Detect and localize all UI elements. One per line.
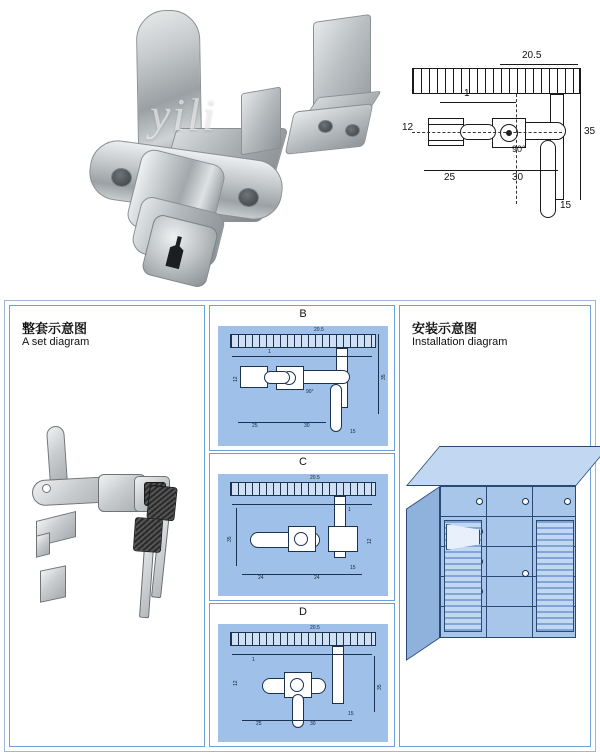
dim-1: 1 (464, 88, 470, 99)
set-title-en: A set diagram (22, 336, 90, 348)
set-l-bracket-large-foot (36, 532, 50, 557)
figure-d-background (218, 624, 388, 742)
c-dim-20-5: 20.5 (310, 475, 320, 481)
d-dim-35: 35 (377, 684, 383, 690)
c-dim-1: 1 (348, 507, 351, 513)
b-dim-25: 25 (252, 423, 258, 429)
top-product-photo-section (0, 0, 600, 296)
dim-35: 35 (584, 126, 596, 137)
cam-arm-vertical (540, 140, 556, 218)
dim-line-1 (440, 102, 516, 103)
c-dim-15: 15 (350, 565, 356, 571)
b-dim-12: 12 (233, 376, 239, 382)
b-dim-1: 1 (268, 349, 271, 355)
b-dim-line-top (232, 356, 372, 357)
figure-c-background (218, 474, 388, 596)
c-cylinder (294, 532, 308, 546)
flange-line-2 (428, 140, 464, 141)
cabinet-side-face (406, 486, 440, 661)
set-l-bracket-small (40, 565, 66, 603)
cabinet-divider-2 (532, 487, 533, 637)
set-cam-blade (46, 425, 68, 486)
key-head-2 (133, 517, 163, 553)
d-dim-line-right (374, 656, 375, 712)
b-cam-bar (298, 370, 350, 384)
b-dim-30: 30 (304, 423, 310, 429)
b-cam-arm (330, 384, 342, 432)
c-dim-24a: 24 (258, 575, 264, 581)
d-dim-30: 30 (310, 721, 316, 727)
lock-marker-8 (522, 570, 529, 577)
key-head-1 (146, 485, 177, 522)
label-b: B (299, 308, 307, 320)
d-dim-25: 25 (256, 721, 262, 727)
b-neck (264, 371, 290, 384)
lock-marker-3 (564, 498, 571, 505)
set-title-cn: 整套示意图 (22, 322, 88, 337)
dim-line-35 (580, 68, 581, 200)
b-door-hatch (230, 334, 376, 348)
cabinet-divider-1 (486, 487, 487, 637)
install-title-en: Installation diagram (412, 336, 508, 348)
label-d: D (299, 606, 307, 618)
panel-diagram-b (209, 305, 395, 451)
b-dim-15: 15 (350, 429, 356, 435)
b-dim-90: 90° (306, 389, 314, 395)
lock-marker-2 (522, 498, 529, 505)
install-title-cn: 安装示意图 (412, 322, 478, 337)
d-dim-15: 15 (348, 711, 354, 717)
d-cam-arm (292, 694, 304, 728)
dim-12: 12 (402, 122, 414, 133)
lock-cylinder-center (506, 130, 512, 136)
technical-drawing-top (400, 50, 596, 280)
cabinet-isometric (406, 446, 586, 666)
lock-marker-1 (476, 498, 483, 505)
dim-line-20.5 (500, 64, 578, 65)
dim-30: 30 (512, 172, 524, 183)
dim-90-deg: 90° (512, 144, 526, 154)
panel-a-set-diagram (9, 305, 205, 747)
c-dim-35: 35 (227, 536, 233, 542)
c-dim-12: 12 (367, 538, 373, 544)
cabinet-row-line-1 (441, 516, 575, 517)
bottom-diagram-section (4, 300, 596, 752)
d-dim-1: 1 (252, 657, 255, 663)
dim-20-5: 20.5 (522, 50, 542, 61)
dim-line-30 (496, 170, 558, 171)
c-door-hatch (230, 482, 376, 496)
panel-diagram-d (209, 603, 395, 747)
d-dim-line-top (232, 654, 372, 655)
c-right-flange (328, 526, 358, 552)
c-dim-24b: 24 (314, 575, 320, 581)
dim-15: 15 (560, 200, 572, 211)
b-dim-20-5: 20.5 (314, 327, 324, 333)
figure-b-background (218, 326, 388, 446)
c-dim-line-top (232, 504, 372, 505)
set-plate-hole-left (42, 484, 51, 493)
cabinet-right-slats (536, 520, 574, 632)
label-c: C (299, 456, 307, 468)
door-panel-hatch (412, 68, 580, 94)
l-bracket-small (241, 86, 281, 155)
panel-diagram-c (209, 453, 395, 601)
centerline-vertical (516, 94, 517, 204)
dim-25: 25 (444, 172, 456, 183)
lock-photo-group (75, 8, 385, 288)
watermark-text: yili (150, 89, 217, 140)
cabinet-top-face (406, 446, 600, 486)
centerline-horizontal (412, 132, 562, 133)
panel-installation-diagram (399, 305, 591, 747)
c-dim-line-left (236, 508, 237, 566)
flange-line-1 (428, 124, 464, 125)
d-dim-20-5: 20.5 (310, 625, 320, 631)
d-door-hatch (230, 632, 376, 646)
d-cylinder (290, 678, 304, 692)
b-dim-line-right (378, 334, 379, 414)
b-dim-35: 35 (381, 374, 387, 380)
d-dim-12: 12 (233, 680, 239, 686)
dim-line-25 (424, 170, 496, 171)
